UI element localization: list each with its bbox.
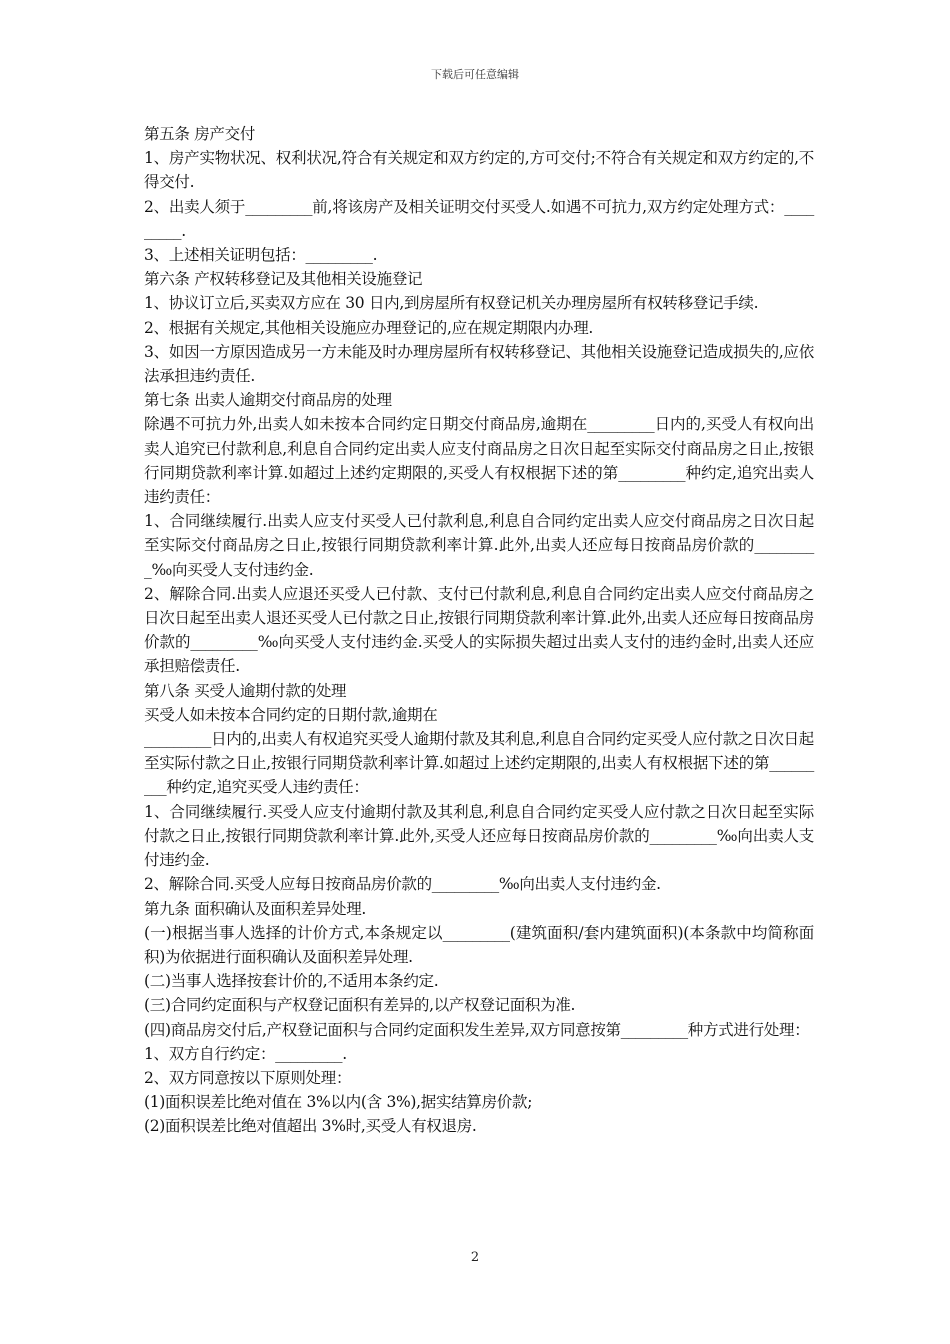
paragraph: 2、解除合同.买受人应每日按商品房价款的_________‰向出卖人支付违约金. [144, 875, 661, 894]
paragraph: 2、根据有关规定,其他相关设施应办理登记的,应在规定期限内办理. [144, 318, 594, 337]
section-heading-6: 第六条 产权转移登记及其他相关设施登记 [144, 270, 423, 289]
paragraph: (一)根据当事人选择的计价方式,本条规定以_________(建筑面积/套内建筑面积)(本条款中均简称面积)为依据进行面积确认及面积差异处理. [144, 923, 814, 966]
paragraph: 1、合同继续履行.出卖人应支付买受人已付款利息,利息自合同约定出卖人应交付商品房之日次日起至实际交付商品房之日止,按银行同期贷款利率计算.此外,出卖人还应每日按商品房价款的_________‰向买受人支付违约金. [144, 512, 814, 579]
paragraph: (四)商品房交付后,产权登记面积与合同约定面积发生差异,双方同意按第_________种方式进行处理： [144, 1020, 810, 1039]
paragraph: _________日内的,出卖人有权追究买受人逾期付款及其利息,利息自合同约定买受人应付款之日次日起至实际付款之日止,按银行同期贷款利率计算.如超过上述约定期限的,出卖人有权根据下述的第_________种约定,追究买受人违约责任： [144, 730, 814, 797]
paragraph: 2、出卖人须于_________前,将该房产及相关证明交付买受人.如遇不可抗力,双方约定处理方式：_________. [144, 197, 814, 240]
paragraph: 2、双方同意按以下原则处理： [144, 1068, 352, 1087]
paragraph: 除遇不可抗力外,出卖人如未按本合同约定日期交付商品房,逾期在_________日内的,买受人有权向出卖人追究已付款利息,利息自合同约定出卖人应支付商品房之日次日起至实际交付商品房之日止,按银行同期贷款利率计算.如超过上述约定期限的,买受人有权根据下述的第_________种约定,追究出卖人违约责任： [144, 415, 814, 507]
paragraph: 买受人如未按本合同约定的日期付款,逾期在 [144, 705, 438, 724]
page-number: 2 [470, 1250, 480, 1265]
paragraph: 1、协议订立后,买卖双方应在 30 日内,到房屋所有权登记机关办理房屋所有权转移登记手续. [144, 294, 759, 313]
paragraph: 3、如因一方原因造成另一方未能及时办理房屋所有权转移登记、其他相关设施登记造成损失的,应依法承担违约责任. [144, 342, 814, 386]
paragraph: (二)当事人选择按套计价的,不适用本条约定. [144, 972, 439, 991]
section-heading-5: 第五条 房产交付 [144, 125, 256, 143]
section-heading-9: 第九条 面积确认及面积差异处理. [144, 899, 367, 918]
page-header: 下载后可任意编辑 [431, 68, 519, 81]
paragraph: 1、合同继续履行.买受人应支付逾期付款及其利息,利息自合同约定买受人应付款之日次日起至实际付款之日止,按银行同期贷款利率计算.此外,买受人还应每日按商品房价款的_________‰向出卖人支付违约金. [144, 802, 814, 870]
section-heading-8: 第八条 买受人逾期付款的处理 [144, 681, 347, 700]
paragraph: 2、解除合同.出卖人应退还买受人已付款、支付已付款利息,利息自合同约定出卖人应交付商品房之日次日起至出卖人退还买受人已付款之日止,按银行同期贷款利率计算.此外,出卖人还应每日按商品房价款的_________‰向买受人支付违约金.买受人的实际损失超过出卖人支付的违约金时,出卖人还应承担赔偿责任. [144, 584, 814, 676]
paragraph: 1、房产实物状况、权利状况,符合有关规定和双方约定的,方可交付;不符合有关规定和双方约定的,不得交付. [144, 149, 814, 192]
paragraph: 3、上述相关证明包括：_________. [144, 246, 378, 265]
document-body [144, 122, 814, 1139]
paragraph: (三)合同约定面积与产权登记面积有差异的,以产权登记面积为准. [144, 996, 576, 1015]
paragraph: (2)面积误差比绝对值超出 3%时,买受人有权退房. [144, 1117, 477, 1136]
section-heading-7: 第七条 出卖人逾期交付商品房的处理 [144, 391, 392, 410]
paragraph: 1、双方自行约定：_________. [144, 1044, 347, 1063]
paragraph: (1)面积误差比绝对值在 3%以内(含 3%),据实结算房价款; [144, 1093, 533, 1112]
